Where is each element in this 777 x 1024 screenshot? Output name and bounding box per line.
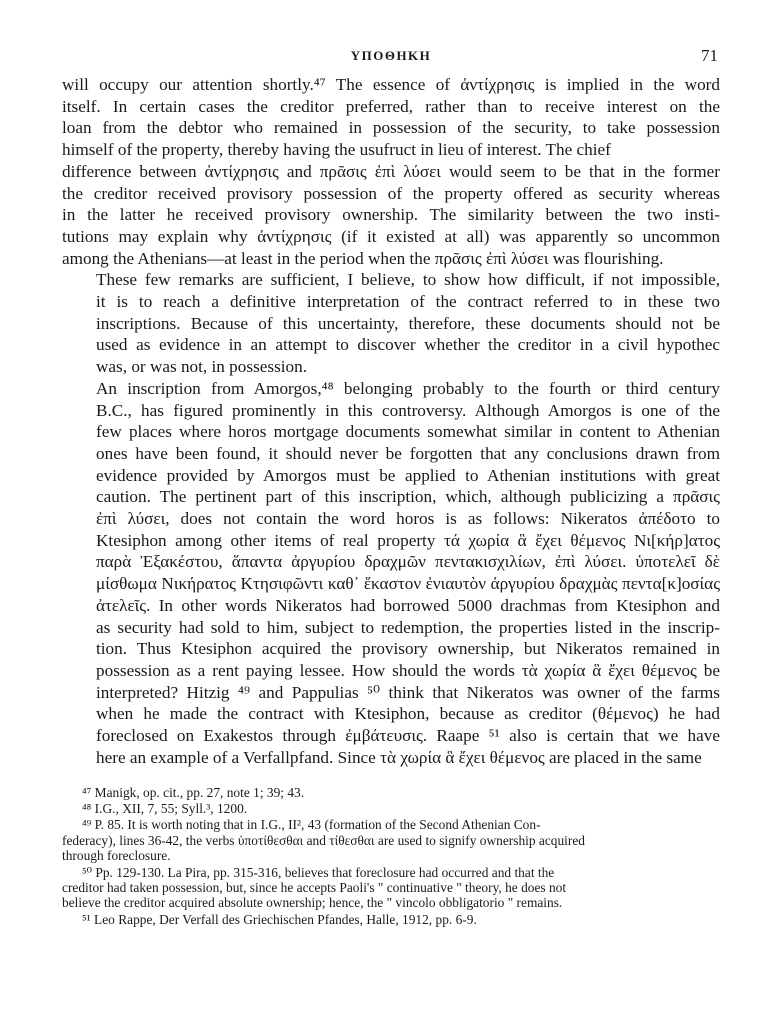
footnotes	[62, 785, 720, 928]
text-line: ones have been found, it should never be forgotten that any conclusions drawn from	[96, 443, 720, 463]
footnote-line: ⁴⁷ Manigk, op. cit., pp. 27, note 1; 39; 43.	[82, 784, 305, 800]
text-line: ἐπὶ λύσει, does not contain the word horos is as follows: Nikeratos ἀπέδοτο to	[96, 509, 720, 529]
text-line: here an example of a Verfallpfand. Since τὰ χωρία ἃ ἔχει θέμενος are placed in the same	[96, 747, 702, 767]
text-line: tion. Thus Ktesiphon acquired the provisory ownership, but Nikeratos remained in	[96, 639, 720, 659]
paragraph	[62, 269, 720, 378]
running-head: ΥΠΟΘΗΚΗ	[350, 48, 432, 63]
footnote-line: creditor had taken possession, but, since he accepts Paoli's " continuative " theory, he does not	[62, 879, 567, 895]
text-line: B.C., has figured prominently in this controversy. Although Amorgos is one of the	[96, 400, 720, 420]
text-line: will occupy our attention shortly.⁴⁷ The essence of ἀντίχρησις is implied in the word	[62, 75, 720, 94]
paragraph	[62, 74, 720, 269]
text-line: μίσθωμα Νικήρατος Κτησιφῶντι καθ᾽ ἕκαστον ἐνιαυτὸν ἀργυρίου δραχμὰς πεντα[κ]οσίας	[96, 574, 720, 594]
footnote-line: believe the creditor acquired absolute ownership; hence, the " vincolo obbligatorio " remains.	[62, 895, 563, 911]
text-line: when he made the contract with Ktesiphon, because as creditor (θέμενος) he had	[96, 704, 720, 724]
text-line: as security had sold to him, subject to redemption, the properties listed in the inscrip-	[96, 617, 720, 637]
text-line: the creditor received provisory possession of the property offered as security whereas	[62, 183, 720, 203]
text-line: An inscription from Amorgos,⁴⁸ belonging probably to the fourth or third century	[96, 378, 720, 398]
footnote-line: through foreclosure.	[62, 848, 171, 864]
text-line: used as evidence in an attempt to discover whether the creditor in a civil hypothec	[96, 335, 720, 355]
footnote	[62, 801, 720, 816]
text-line: among the Athenians—at least in the period when the πρᾶσις ἐπὶ λύσει was flourishing.	[62, 248, 664, 268]
footnote	[62, 817, 720, 863]
footnote-line: federacy), lines 36-42, the verbs ὑποτίθεσθαι and τίθεσθαι are used to signify ownership acquired	[62, 832, 585, 848]
text-line: παρὰ Ἐξακέστου, ἅπαντα ἀργυρίου δραχμῶν πεντακισχιλίων, ἐπὶ λύσει. ὑποτελεῖ δὲ	[96, 552, 720, 572]
text-line: ἀτελεῖς. In other words Nikeratos had borrowed 5000 drachmas from Ktesiphon and	[96, 595, 720, 615]
text-line: inscriptions. Because of this uncertainty, therefore, these documents should not be	[96, 313, 720, 333]
page	[62, 48, 720, 928]
text-line: loan from the debtor who remained in possession of the security, to take possession	[62, 118, 720, 138]
body-text	[62, 74, 720, 769]
footnote	[62, 912, 720, 927]
footnote	[62, 865, 720, 911]
paragraph	[62, 378, 720, 769]
footnote-line: ⁵¹ Leo Rappe, Der Verfall des Griechischen Pfandes, Halle, 1912, pp. 6-9.	[82, 911, 477, 927]
text-line: evidence provided by Amorgos must be applied to Athenian institutions with great	[96, 465, 720, 485]
text-line: it is to reach a definitive interpretation of the contract referred to in these two	[96, 292, 720, 312]
text-line: itself. In certain cases the creditor preferred, rather than to receive interest on the	[62, 96, 720, 116]
text-line: possession as a rent paying lessee. How should the words τὰ χωρία ἃ ἔχει θέμενος be	[96, 660, 720, 680]
text-line: difference between ἀντίχρησις and πρᾶσις ἐπὶ λύσει would seem to be that in the former	[62, 161, 720, 181]
footnote	[62, 785, 720, 800]
text-line: foreclosed on Exakestos through ἐμβάτευσις. Raape ⁵¹ also is certain that we have	[96, 726, 720, 746]
text-line: interpreted? Hitzig ⁴⁹ and Pappulias ⁵⁰ think that Nikeratos was owner of the farms	[96, 682, 720, 702]
text-line: himself of the property, thereby having the usufruct in lieu of interest. The chief	[62, 140, 611, 160]
footnote-line: ⁴⁹ P. 85. It is worth noting that in I.G., II², 43 (formation of the Second Athenian Con-	[82, 817, 541, 833]
text-line: caution. The pertinent part of this inscription, which, although publicizing a πρᾶσις	[96, 487, 720, 507]
text-line: These few remarks are sufficient, I believe, to show how difficult, if not impossible,	[96, 270, 720, 290]
text-line: was, or was not, in possession.	[96, 357, 308, 377]
text-line: few places where horos mortgage documents somewhat similar in content to Athenian	[96, 422, 720, 442]
page-number: 71	[701, 46, 718, 65]
text-line: Ktesiphon among other items of real property τά χωρία ἃ ἔχει θέμενος Νι[κήρ]ατος	[96, 530, 720, 550]
text-line: tutions may explain why ἀντίχρησις (if it existed at all) was apparently so uncommon	[62, 226, 720, 246]
footnote-line: ⁴⁸ I.G., XII, 7, 55; Syll.³, 1200.	[82, 800, 248, 816]
text-line: in the latter he received provisory ownership. The similarity between the two insti-	[62, 205, 720, 225]
footnote-line: ⁵⁰ Pp. 129-130. La Pira, pp. 315-316, believes that foreclosure had occurred and that the	[82, 864, 555, 880]
page-header	[62, 48, 720, 74]
